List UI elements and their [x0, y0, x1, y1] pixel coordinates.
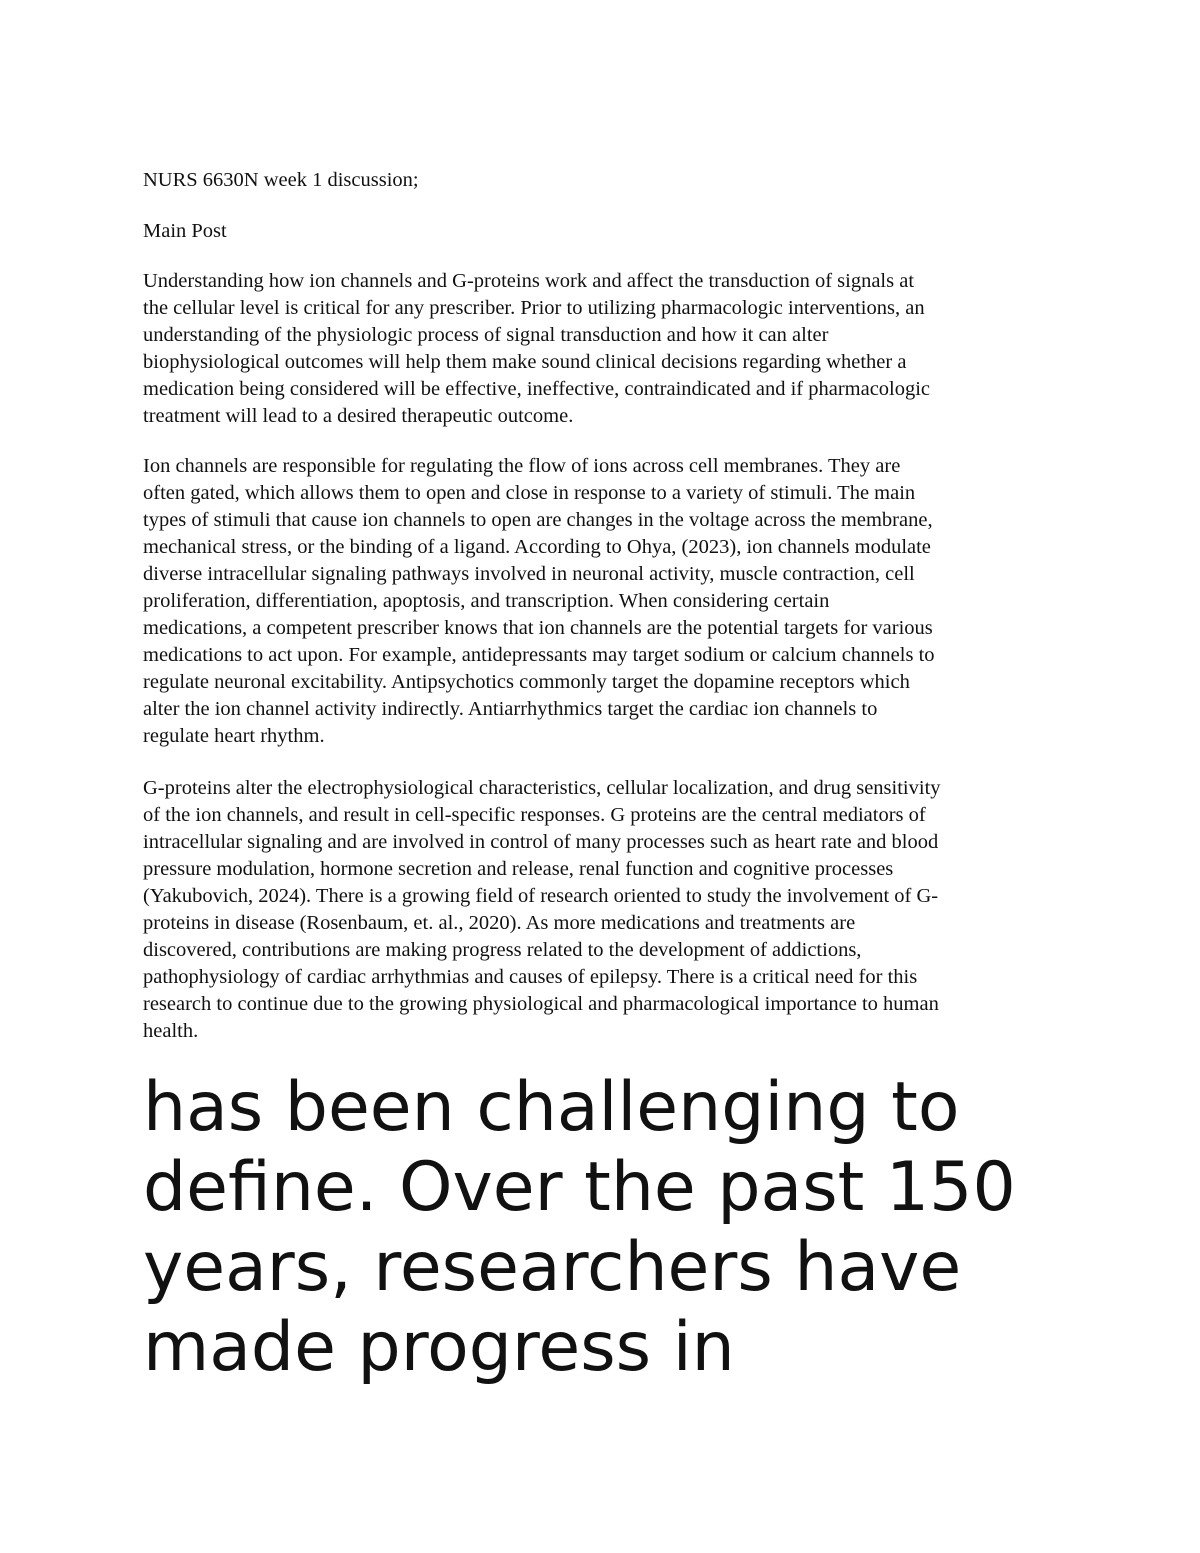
overlay-line: has been challenging to	[143, 1068, 960, 1147]
paragraph-line: types of stimuli that cause ion channels to open are changes in the voltage across the membrane,	[143, 509, 933, 531]
paragraph-line: proteins in disease (Rosenbaum, et. al., 2020). As more medications and treatments are	[143, 912, 856, 934]
paragraph-line: diverse intracellular signaling pathways involved in neuronal activity, muscle contraction, cell	[143, 563, 915, 585]
paragraph-line: (Yakubovich, 2024). There is a growing field of research oriented to study the involvement of G-	[143, 885, 939, 907]
paragraph-line: often gated, which allows them to open and close in response to a variety of stimuli. The main	[143, 482, 916, 504]
overlay-line: define. Over the past 150	[143, 1148, 1016, 1227]
paragraph-line: alter the ion channel activity indirectly. Antiarrhythmics target the cardiac ion channels to	[143, 698, 878, 720]
paragraph-line: pathophysiology of cardiac arrhythmias and causes of epilepsy. There is a critical need for this	[143, 966, 918, 988]
paragraph-line: treatment will lead to a desired therapeutic outcome.	[143, 405, 574, 427]
paragraph-line: mechanical stress, or the binding of a ligand. According to Ohya, (2023), ion channels modulate	[143, 536, 931, 558]
paragraph-line: regulate neuronal excitability. Antipsychotics commonly target the dopamine receptors which	[143, 671, 910, 693]
paragraph-g-proteins	[143, 775, 1063, 1045]
paragraph-line: medications, a competent prescriber knows that ion channels are the potential targets for various	[143, 617, 933, 639]
paragraph-line: understanding of the physiologic process of signal transduction and how it can alter	[143, 324, 829, 346]
paragraph-intro	[143, 268, 1063, 430]
paragraph-line: biophysiological outcomes will help them make sound clinical decisions regarding whether a	[143, 351, 907, 373]
paragraph-ion-channels	[143, 453, 1063, 750]
paragraph-line: pressure modulation, hormone secretion and release, renal function and cognitive processes	[143, 858, 894, 880]
paragraph-line: health.	[143, 1020, 199, 1042]
large-overlay-text	[143, 1068, 1103, 1388]
paragraph-line: G-proteins alter the electrophysiological characteristics, cellular localization, and drug sensitivity	[143, 777, 941, 799]
paragraph-line: proliferation, differentiation, apoptosis, and transcription. When considering certain	[143, 590, 830, 612]
paragraph-line: intracellular signaling and are involved in control of many processes such as heart rate and blood	[143, 831, 939, 853]
paragraph-line: research to continue due to the growing physiological and pharmacological importance to human	[143, 993, 939, 1015]
paragraph-line: Understanding how ion channels and G-proteins work and affect the transduction of signals at	[143, 270, 915, 292]
paragraph-line: discovered, contributions are making progress related to the development of addictions,	[143, 939, 862, 961]
paragraph-line: of the ion channels, and result in cell-specific responses. G proteins are the central mediators of	[143, 804, 926, 826]
paragraph-line: the cellular level is critical for any prescriber. Prior to utilizing pharmacologic interventions, an	[143, 297, 925, 319]
section-heading-main-post: Main Post	[143, 220, 227, 242]
paragraph-line: medication being considered will be effective, ineffective, contraindicated and if pharmacologic	[143, 378, 931, 400]
overlay-line: made progress in	[143, 1308, 735, 1387]
paragraph-line: Ion channels are responsible for regulating the flow of ions across cell membranes. They are	[143, 455, 901, 477]
paragraph-line: regulate heart rhythm.	[143, 725, 325, 747]
document-title: NURS 6630N week 1 discussion;	[143, 169, 419, 191]
paragraph-line: medications to act upon. For example, antidepressants may target sodium or calcium channels to	[143, 644, 935, 666]
overlay-line: years, researchers have	[143, 1228, 962, 1307]
